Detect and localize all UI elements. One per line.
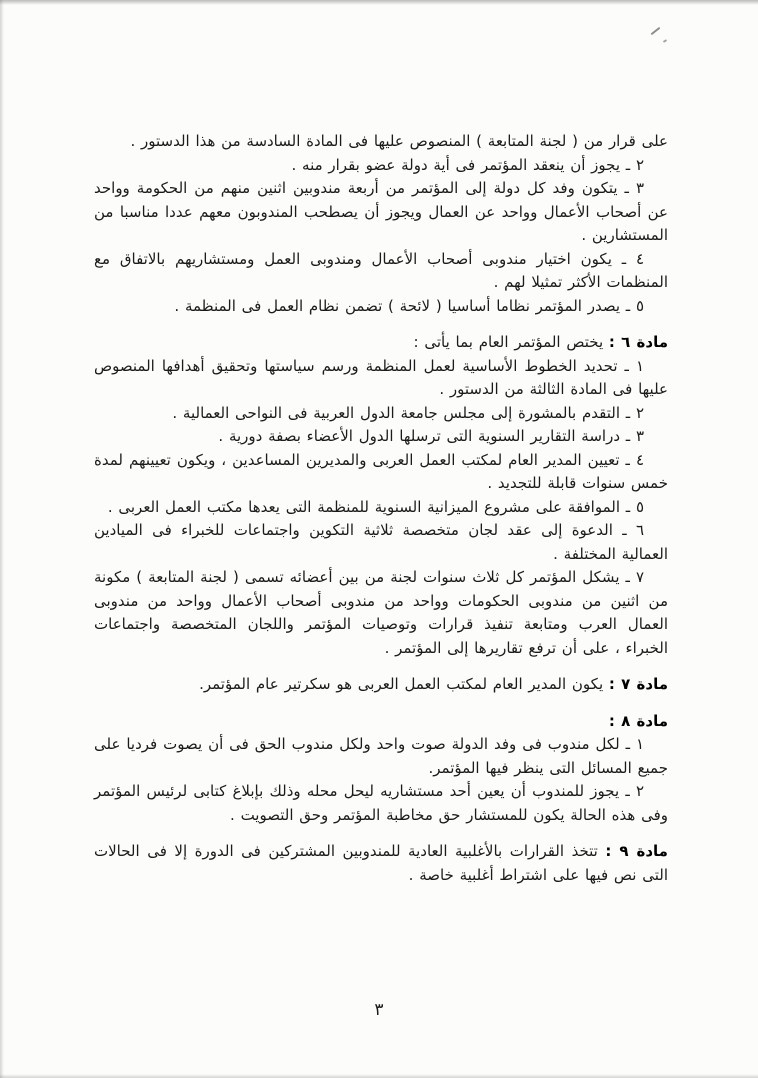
scan-artifact-top-edge (0, 0, 758, 5)
article-heading-6 (94, 331, 668, 355)
list-item: ٦ ـ الدعوة إلى عقد لجان متخصصة ثلاثية التكوين واجتماعات للخبراء فى الميادين العمالية المختلفة . (94, 521, 668, 563)
list-item: ٥ ـ يصدر المؤتمر نظاما أساسيا ( لائحة ) تضمن نظام العمل فى المنظمة . (174, 296, 644, 315)
list-item: ١ ـ تحديد الخطوط الأساسية لعمل المنظمة ورسم سياستها وتحقيق أهدافها المنصوص عليها فى المادة الثالثة من الدستور . (94, 356, 668, 398)
article-heading-7 (94, 673, 668, 697)
list-item: ١ ـ لكل مندوب فى وفد الدولة صوت واحد ولكل مندوب الحق فى أن يصوت فرديا على جميع المسائل التى ينظر فيها المؤتمر. (94, 735, 668, 777)
article-text: يختص المؤتمر العام بما يأتى : (413, 333, 604, 351)
article-label: مادة ٧ : (608, 675, 668, 693)
list-item: ٥ ـ الموافقة على مشروع الميزانية السنوية للمنظمة التى يعدها مكتب العمل العربى . (107, 497, 644, 516)
scan-artifact-bottom-edge (0, 1074, 758, 1078)
list-item: ٢ ـ يجوز أن ينعقد المؤتمر فى أية دولة عضو بقرار منه . (291, 155, 644, 174)
scan-artifact-speck (651, 27, 661, 35)
list-item: ٤ ـ تعيين المدير العام لمكتب العمل العربى والمديرين المساعدين ، ويكون تعيينهم لمدة خمس سنوات قابلة للتجديد . (94, 450, 668, 492)
article-heading-8 (94, 710, 668, 734)
list-item: ٣ ـ يتكون وفد كل دولة إلى المؤتمر من أربعة مندوبين اثنين منهم من الحكومة وواحد عن أصحاب الأعمال وواحد عن العمال ويجوز أن يصطحب المندوبون معهم عددا مناسبا من المستشارين . (94, 179, 668, 244)
list-item: ٤ ـ يكون اختيار مندوبى أصحاب الأعمال ومندوبى العمل ومستشاريهم بالاتفاق مع المنظمات الأكثر تمثيلا لهم . (94, 249, 668, 291)
article-label: مادة ٦ : (608, 333, 668, 351)
article-heading-9 (94, 840, 668, 887)
article-text: تتخذ القرارات بالأغلبية العادية للمندوبين المشتركين فى الدورة إلا فى الحالات التى نص فيها على اشتراط أغلبية خاصة . (94, 842, 668, 884)
list-item: ٢ ـ يجوز للمندوب أن يعين أحد مستشاريه ليحل محله وذلك بإبلاغ كتابى لرئيس المؤتمر وفى هذه الحالة يكون للمستشار حق مخاطبة المؤتمر وحق التصويت . (94, 782, 668, 824)
list-item: ٢ ـ التقدم بالمشورة إلى مجلس جامعة الدول العربية فى النواحى العمالية . (172, 403, 644, 422)
list-item: ٣ ـ دراسة التقارير السنوية التى ترسلها الدول الأعضاء بصفة دورية . (218, 427, 644, 445)
scan-artifact-left-edge (0, 0, 4, 1078)
list-item: ٧ ـ يشكل المؤتمر كل ثلاث سنوات لجنة من بين أعضائه تسمى ( لجنة المتابعة ) مكونة من اثنين من مندوبى الحكومات وواحد من مندوبى أصحاب الأعمال وواحد من مندوبى العمال العرب ومتابعة تنفيذ قرارات وتوصيات المؤتمر واللجان المتخصصة واجتماعات الخبراء ، على أن ترفع تقاريرها إلى المؤتمر . (94, 568, 668, 657)
paragraph-continuation: على قرار من ( لجنة المتابعة ) المنصوص عليها فى المادة السادسة من هذا الدستور . (130, 132, 668, 150)
article-label: مادة ٩ : (605, 842, 668, 860)
article-label: مادة ٨ : (608, 711, 668, 730)
scan-artifact-speck (663, 39, 667, 43)
article-text: يكون المدير العام لمكتب العمل العربى هو سكرتير عام المؤتمر. (199, 675, 604, 693)
document-body (94, 130, 668, 887)
page-number: ٣ (374, 1000, 384, 1020)
